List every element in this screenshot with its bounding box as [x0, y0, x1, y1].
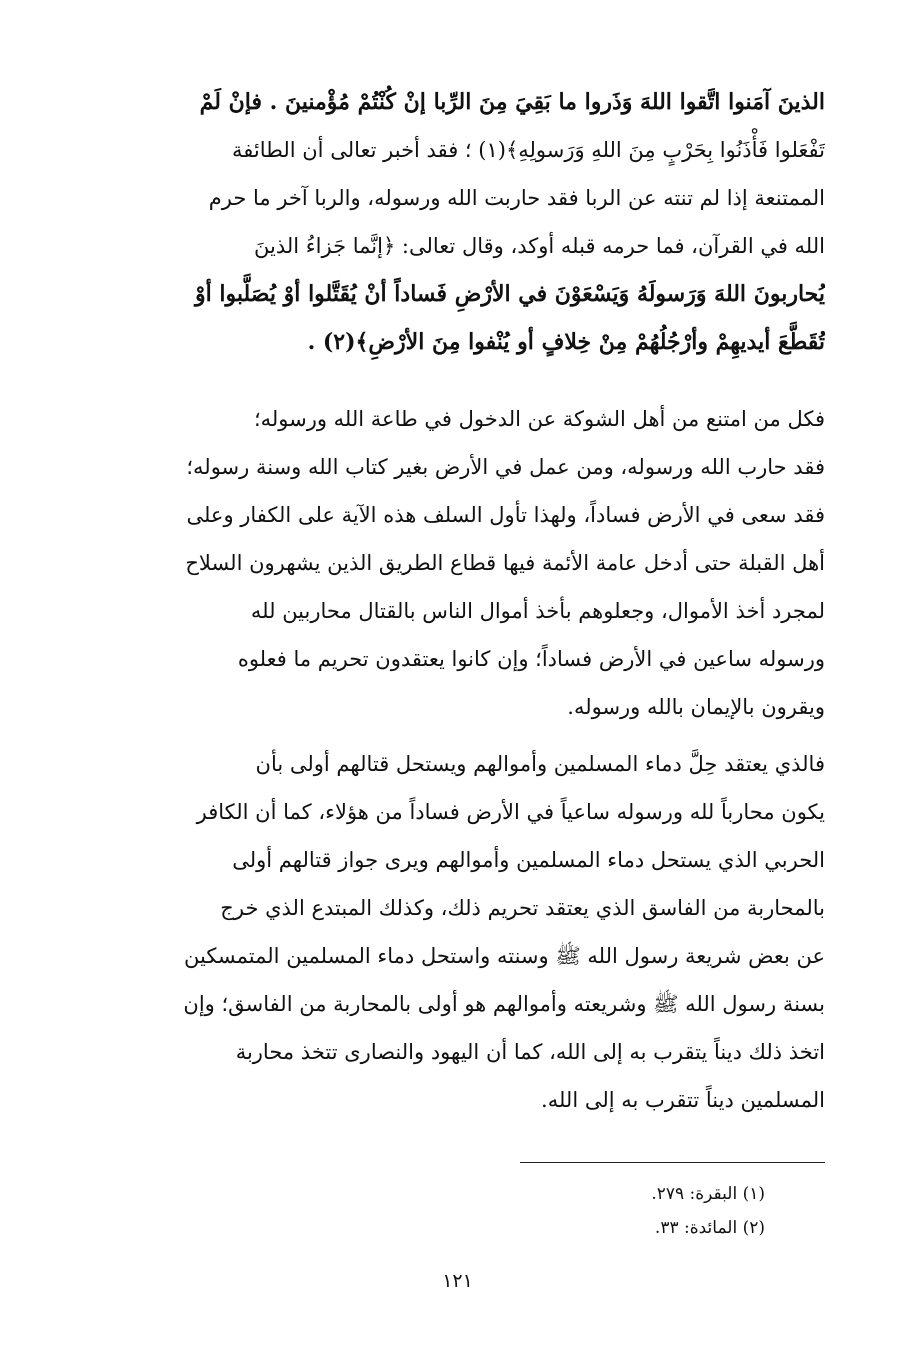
text-line: الممتنعة إذا لم تنته عن الربا فقد حاربت الله ورسوله، والربا آخر ما حرم: [208, 186, 825, 210]
text-line: فكل من امتنع من أهل الشوكة عن الدخول في طاعة الله ورسوله؛: [253, 407, 825, 431]
footnote-2: (٢) المائدة: ٣٣.: [654, 1218, 765, 1238]
text-line: عن بعض شريعة رسول الله ﷺ وسنته واستحل دماء المسلمين المتمسكين: [184, 944, 825, 968]
text-line: اتخذ ذلك ديناً يتقرب به إلى الله، كما أن اليهود والنصارى تتخذ محاربة: [235, 1040, 825, 1064]
text-line: الذينَ آمَنوا اتَّقوا اللهَ وَذَروا ما بَقِيَ مِنَ الرِّبا إنْ كُنْتُمْ مُؤْمنينَ . فإنْ لَمْ: [199, 89, 825, 115]
text-line: فقد سعى في الأرض فساداً، ولهذا تأول السلف هذه الآية على الكفار وعلى: [186, 503, 825, 527]
text-line: فالذي يعتقد حِلَّ دماء المسلمين وأموالهم ويستحل قتالهم أولى بأن: [255, 752, 825, 776]
text-line: ورسوله ساعين في الأرض فساداً؛ وإن كانوا يعتقدون تحريم ما فعلوه: [237, 647, 825, 671]
footnote-separator: [520, 1162, 825, 1163]
text-line: الحربي الذي يستحل دماء المسلمين وأموالهم ويرى جواز قتالهم أولى: [232, 848, 825, 872]
paragraph-muharaba: [105, 395, 825, 731]
paragraph-istihlal: [105, 740, 825, 1124]
text-line: المسلمين ديناً تتقرب به إلى الله.: [541, 1088, 825, 1112]
paragraph-quran-citation: [105, 78, 825, 366]
text-line: الله في القرآن، فما حرمه قبله أوكد، وقال تعالى: ﴿إنَّما جَزاءُ الذينَ: [254, 234, 825, 258]
text-line: فقد حارب الله ورسوله، ومن عمل في الأرض بغير كتاب الله وسنة رسوله؛: [186, 455, 825, 479]
text-line: بسنة رسول الله ﷺ وشريعته وأموالهم هو أولى بالمحاربة من الفاسق؛ وإن: [183, 992, 825, 1016]
footnote-1: (١) البقرة: ٢٧٩.: [651, 1184, 765, 1204]
text-line: يكون محارباً لله ورسوله ساعياً في الأرض فساداً من هؤلاء، كما أن الكافر: [196, 800, 825, 824]
text-line: يُحاربونَ اللهَ وَرَسولَهُ وَيَسْعَوْنَ في الأرْضِ فَساداً أنْ يُقَتَّلوا أوْ يُصَلَّبوا أوْ: [195, 281, 825, 307]
text-line: ويقرون بالإيمان بالله ورسوله.: [567, 695, 825, 719]
text-line: تَفْعَلوا فَأْذَنُوا بِحَرْبٍ مِنَ اللهِ وَرَسولِهِ﴾(١) ؛ فقد أخبر تعالى أن الطائفة: [232, 138, 825, 162]
text-line: تُقَطَّعَ أيديهِمْ وأرْجُلُهُمْ مِنْ خِلافٍ أو يُنْفوا مِنَ الأرْضِ﴾(٢) .: [307, 329, 825, 355]
page-number: ١٢١: [442, 1270, 473, 1292]
text-line: لمجرد أخذ الأموال، وجعلوهم بأخذ أموال الناس بالقتال محاربين لله: [250, 599, 825, 623]
text-line: أهل القبلة حتى أدخل عامة الأئمة فيها قطاع الطريق الذين يشهرون السلاح: [185, 551, 825, 575]
text-line: بالمحاربة من الفاسق الذي يعتقد تحريم ذلك، وكذلك المبتدع الذي خرج: [220, 896, 825, 920]
